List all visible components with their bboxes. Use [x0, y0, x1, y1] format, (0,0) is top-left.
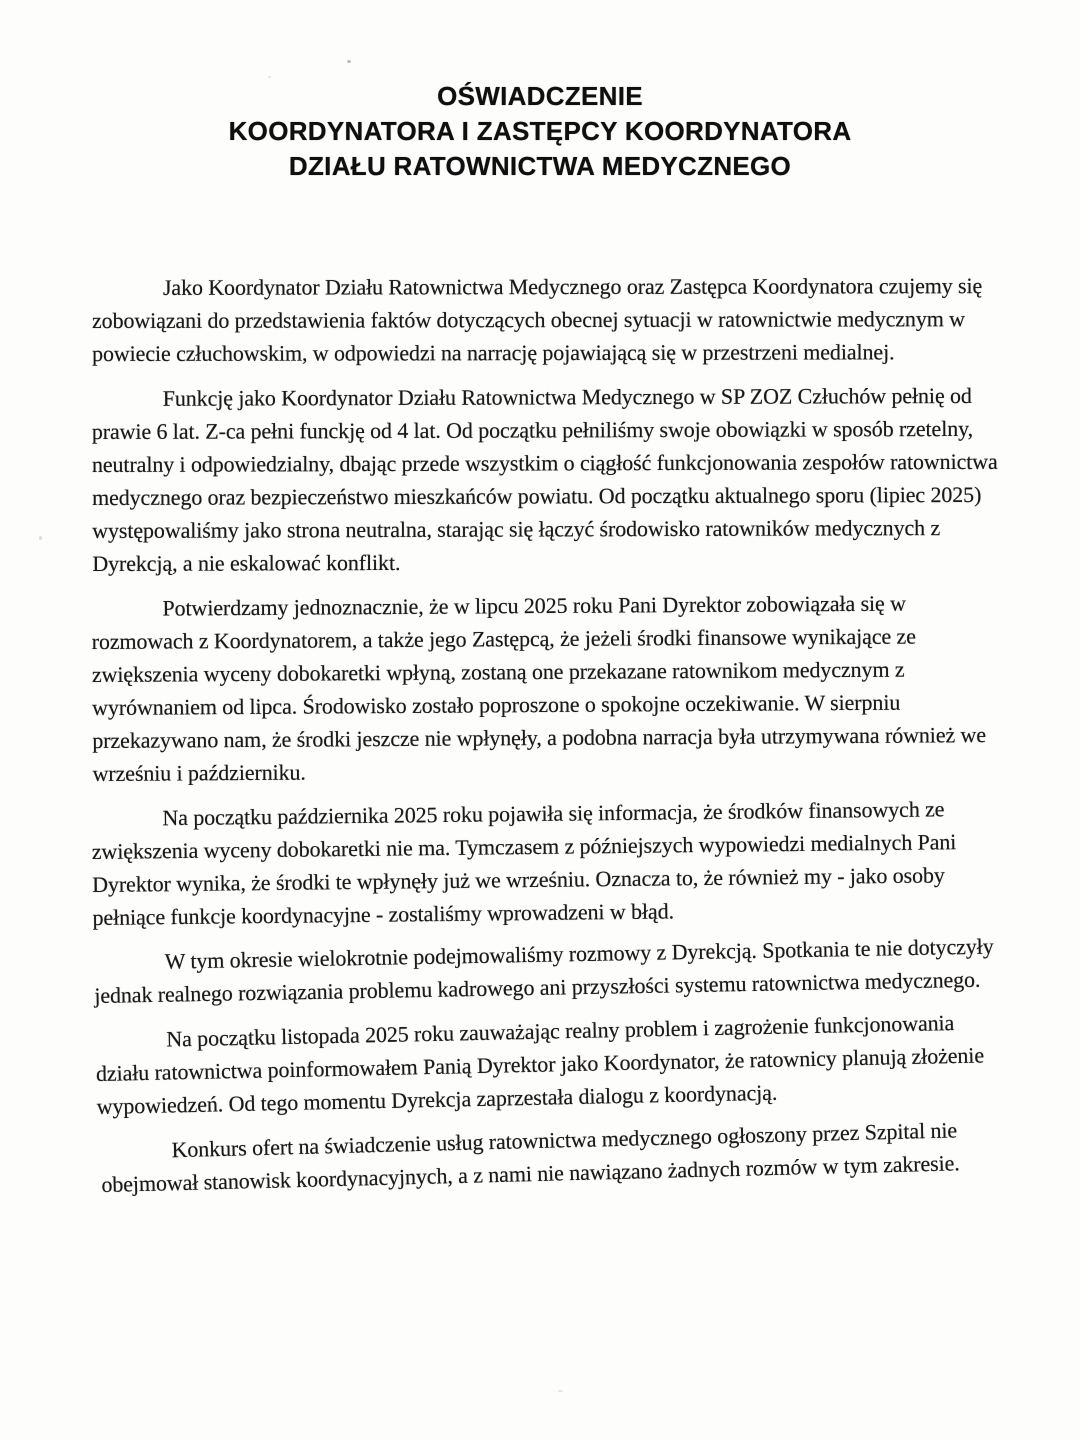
scan-speck: [558, 1390, 563, 1392]
title-line-1: OŚWIADCZENIE: [437, 81, 643, 111]
title-line-3: DZIAŁU RATOWNICTWA MEDYCZNEGO: [288, 151, 792, 181]
paragraph-talks-with-direction: W tym okresie wielokrotnie podejmowaliśmy rozmowy z Dyrekcją. Spotkania te nie dotyczyły jednak realnego rozwiązania problemu kadrowego ani przyszłości systemu ratownictwa medycznego.: [94, 933, 994, 1008]
paragraph-function-history: Funkcję jako Koordynator Działu Ratownictwa Medycznego w SP ZOZ Człuchów pełnię od prawie 6 lat. Z-ca pełni funckję od 4 lat. Od początku pełniliśmy swoje obowiązki w sposób rzetelny, neutralny i odpowiedzialny, dbając przede wszystkim o ciągłość funkcjonowania zespołów ratownictwa medycznego oraz bezpieczeństwo mieszkańców powiatu. Od początku aktualnego sporu (lipiec 2025) występowaliśmy jako strona neutralna, starając się łączyć środowisko ratowników medycznych z Dyrekcją, a nie eskalować konflikt.: [91, 382, 998, 576]
paragraph-tender: Konkurs ofert na świadczenie usług ratownictwa medycznego ogłoszony przez Szpital nie obejmował stanowisk koordynacyjnych, a z nami nie nawiązano żadnych rozmów w tym zakresie.: [101, 1117, 960, 1197]
paragraph-july-commitment: Potwierdzamy jednoznacznie, że w lipcu 2025 roku Pani Dyrektor zobowiązała się w rozmowach z Koordynatorem, a także jego Zastępcą, że jeżeli środki finansowe wynikające ze zwiększenia wyceny dobokaretki wpłyną, zostaną one przekazane ratownikom medycznym z wyrównaniem od lipca. Środowisko zostało poproszone o spokojne oczekiwanie. W sierpniu przekazywano nam, że środki jeszcze nie wpłynęły, a podobna narracja była utrzymywana również we wrześniu i październiku.: [91, 590, 987, 786]
paragraph-november-warning: Na początku listopada 2025 roku zauważając realny problem i zagrożenie funkcjonowania działu ratownictwa poinformowałem Panią Dyrektor jako Koordynator, że ratownicy planują złożenie wypowiedzeń. Od tego momentu Dyrekcja zaprzestała dialogu z koordynacją.: [95, 1010, 985, 1119]
scan-speck: [347, 60, 351, 63]
paragraph-october-information: Na początku października 2025 roku pojawiła się informacja, że środków finansowych ze zwiększenia wyceny dobokaretki nie ma. Tymczasem z późniejszych wypowiedzi medialnych Pani Dyrektor wynika, że środki te wpłynęły już we wrześniu. Oznacza to, że również my - jako osoby pełniące funkcje koordynacyjne - zostaliśmy wprowadzeni w błąd.: [91, 796, 957, 930]
document-body: [92, 271, 1008, 1213]
paragraph-intro: Jako Koordynator Działu Ratownictwa Medycznego oraz Zastępca Koordynatora czujemy się zobowiązani do przedstawienia faktów dotyczących obecnej sytuacji w ratownictwie medycznym w powiecie człuchowskim, w odpowiedzi na narrację pojawiającą się w przestrzeni medialnej.: [91, 273, 983, 366]
scan-speck: [39, 536, 42, 540]
title-line-2: KOORDYNATORA I ZASTĘPCY KOORDYNATORA: [228, 116, 852, 146]
document-title: [0, 79, 1080, 184]
scan-speck: [268, 76, 271, 78]
